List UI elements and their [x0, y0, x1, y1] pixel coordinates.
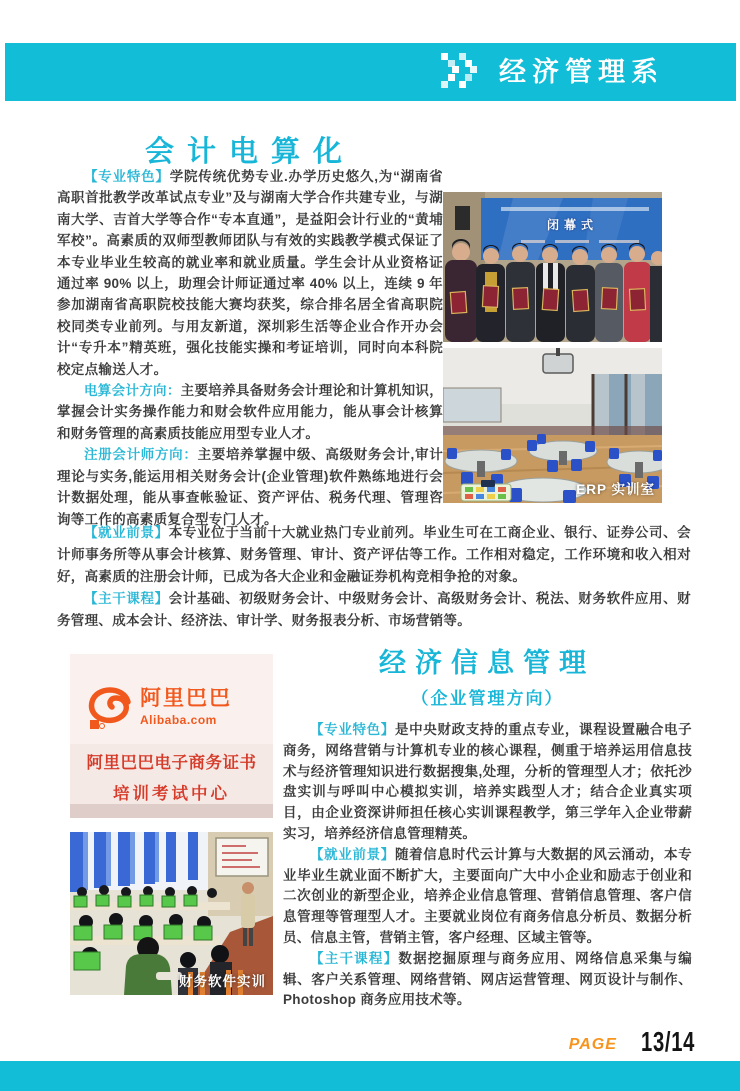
- features-label: 【专业特色】: [310, 722, 395, 737]
- alibaba-domain: Alibaba.com: [140, 713, 217, 727]
- direction1-text: 主要培养具备财务会计理论和计算机知识，掌握会计实务操作能力和财会软件应用能力，能从事会计核算和财务管理的高素质技能应用型专业人才。: [57, 383, 443, 441]
- section-title-infomgmt: 经济信息管理: [379, 648, 595, 678]
- infomgmt-prospects-paragraph: [283, 845, 692, 949]
- features-text: 学院传统优势专业.办学历史悠久,为“湖南省高职首批教学改革试点专业”及与湖南大学合作共建专业，与湖南大学、吉首大学等合作“专本直通”，是益阳会计行业的“黄埔军校”。高素质的双师型教师团队与有效的实践教学模式保证了本专业毕业生较高的就业率和就业质量。学生会计从业资格证通过率 90% 以上，助理会计师证通过率 40% 以上，连续 9 年参加湖南省高职院校技能大赛均获奖，综合排名居全省高职院校同类专业前列。与用友新道，深圳彩生活等企业合作开办会计“专升本”精英班，强化技能实操和考证培训，同时向本科院校定点输送人才。: [57, 169, 443, 377]
- page-number: 13/14: [640, 1026, 695, 1057]
- page-word: PAGE: [568, 1036, 617, 1053]
- accounting-prospects-paragraph: [57, 522, 691, 588]
- accounting-photo-column: [443, 192, 662, 503]
- infomgmt-features-paragraph: [283, 720, 692, 845]
- accounting-features-paragraph: [57, 166, 443, 380]
- prospects-text: 随着信息时代云计算与大数据的风云涌动，本专业毕业生就业面不断扩大，主要面向广大中小企业和励志于创业和二次创业的新型企业，培养企业信息管理、营销信息管理、客户信息管理等管理型人才。主要就业岗位有商务信息分析员、数据分析员、信息主管，营销主管，客户经理、区域主管等。: [283, 846, 692, 945]
- direction2-text: 主要培养掌握中级、高级财务会计,审计理论与实务,能运用相关财务会计(企业管理)软件熟练地进行会计数据处理，能从事查帐验证、资产评估、税务代理、管理咨询等工作的高素质复合型专门人才。: [57, 447, 444, 527]
- features-text: 是中央财政支持的重点专业，课程设置融合电子商务，网络营销与计算机专业的核心课程，侧重于培养运用信息技术与经济管理知识进行数据搜集,处理，分析的管理型人才；依托沙盘实训与呼叫中心模拟实训，培养实践型人才；结合企业真实项目，由企业资深讲师担任核心实训课程教学，第三学年入企业带薪实习，培养经济信息管理精英。: [283, 722, 692, 841]
- alibaba-brand-name: 阿里巴巴: [140, 687, 232, 710]
- award-ceremony-photo: [443, 192, 662, 342]
- courses-text: 数据挖掘原理与商务应用、网络信息采集与编辑、客户关系管理、网络营销、网店运营管理、网页设计与制作、Photoshop 商务应用技术等。: [283, 950, 692, 1008]
- alibaba-certificate-line2: 培训考试中心: [113, 785, 230, 803]
- section-title-accounting: 会计电算化: [144, 136, 355, 168]
- bottom-accent-bar: [0, 1061, 740, 1091]
- accounting-direction2-paragraph: [57, 444, 443, 530]
- infomgmt-photo-column: [70, 654, 273, 995]
- accounting-courses-paragraph: [57, 588, 691, 632]
- infomgmt-text-column: [283, 641, 692, 1011]
- lab-photo-caption: 财务软件实训: [179, 974, 266, 989]
- direction1-label: 电算会计方向：: [84, 383, 181, 399]
- courses-text: 会计基础、初级财务会计、中级财务会计、高级财务会计、税法、财务软件应用、财务管理、成本会计、经济法、审计学、财务报表分析、市场营销等。: [57, 591, 691, 628]
- department-title: 经济管理系: [499, 56, 664, 87]
- direction2-label: 注册会计师方向：: [84, 447, 198, 463]
- alibaba-certificate-photo: [70, 654, 273, 818]
- erp-photo-caption: ERP 实训室: [576, 482, 655, 497]
- prospects-label: 【就业前景】: [84, 525, 169, 540]
- erp-classroom-photo: [443, 348, 662, 503]
- accounting-fullwidth-text: [57, 522, 691, 632]
- page-footer: [555, 1026, 695, 1056]
- pixel-double-chevron-icon: [441, 53, 483, 91]
- courses-label: 【主干课程】: [84, 591, 169, 606]
- ceremony-banner-text: 闭幕式: [546, 218, 598, 232]
- alibaba-logo-text: [140, 682, 273, 727]
- award-ceremony-illustration: [443, 192, 662, 342]
- prospects-text: 本专业位于当前十大就业热门专业前列。毕业生可在工商企业、银行、证券公司、会计师事务所等从事会计核算、财务管理、审计、资产评估等工作。工作相对稳定，工作环境和收入相对好，高素质的注册会计师，已成为各大企业和金融证券机构竞相争抢的对象。: [57, 525, 691, 584]
- section-subtitle-infomgmt: （企业管理方向）: [411, 689, 564, 708]
- accounting-text-column: [57, 166, 443, 530]
- header-band: [5, 43, 736, 101]
- finance-software-lab-photo: [70, 832, 273, 995]
- features-label: 【专业特色】: [84, 169, 170, 184]
- infomgmt-courses-paragraph: [283, 949, 692, 1011]
- accounting-direction1-paragraph: [57, 380, 443, 444]
- prospects-label: 【就业前景】: [310, 846, 395, 862]
- alibaba-certificate-line1: 阿里巴巴电子商务证书: [86, 754, 257, 772]
- courses-label: 【主干课程】: [310, 950, 399, 966]
